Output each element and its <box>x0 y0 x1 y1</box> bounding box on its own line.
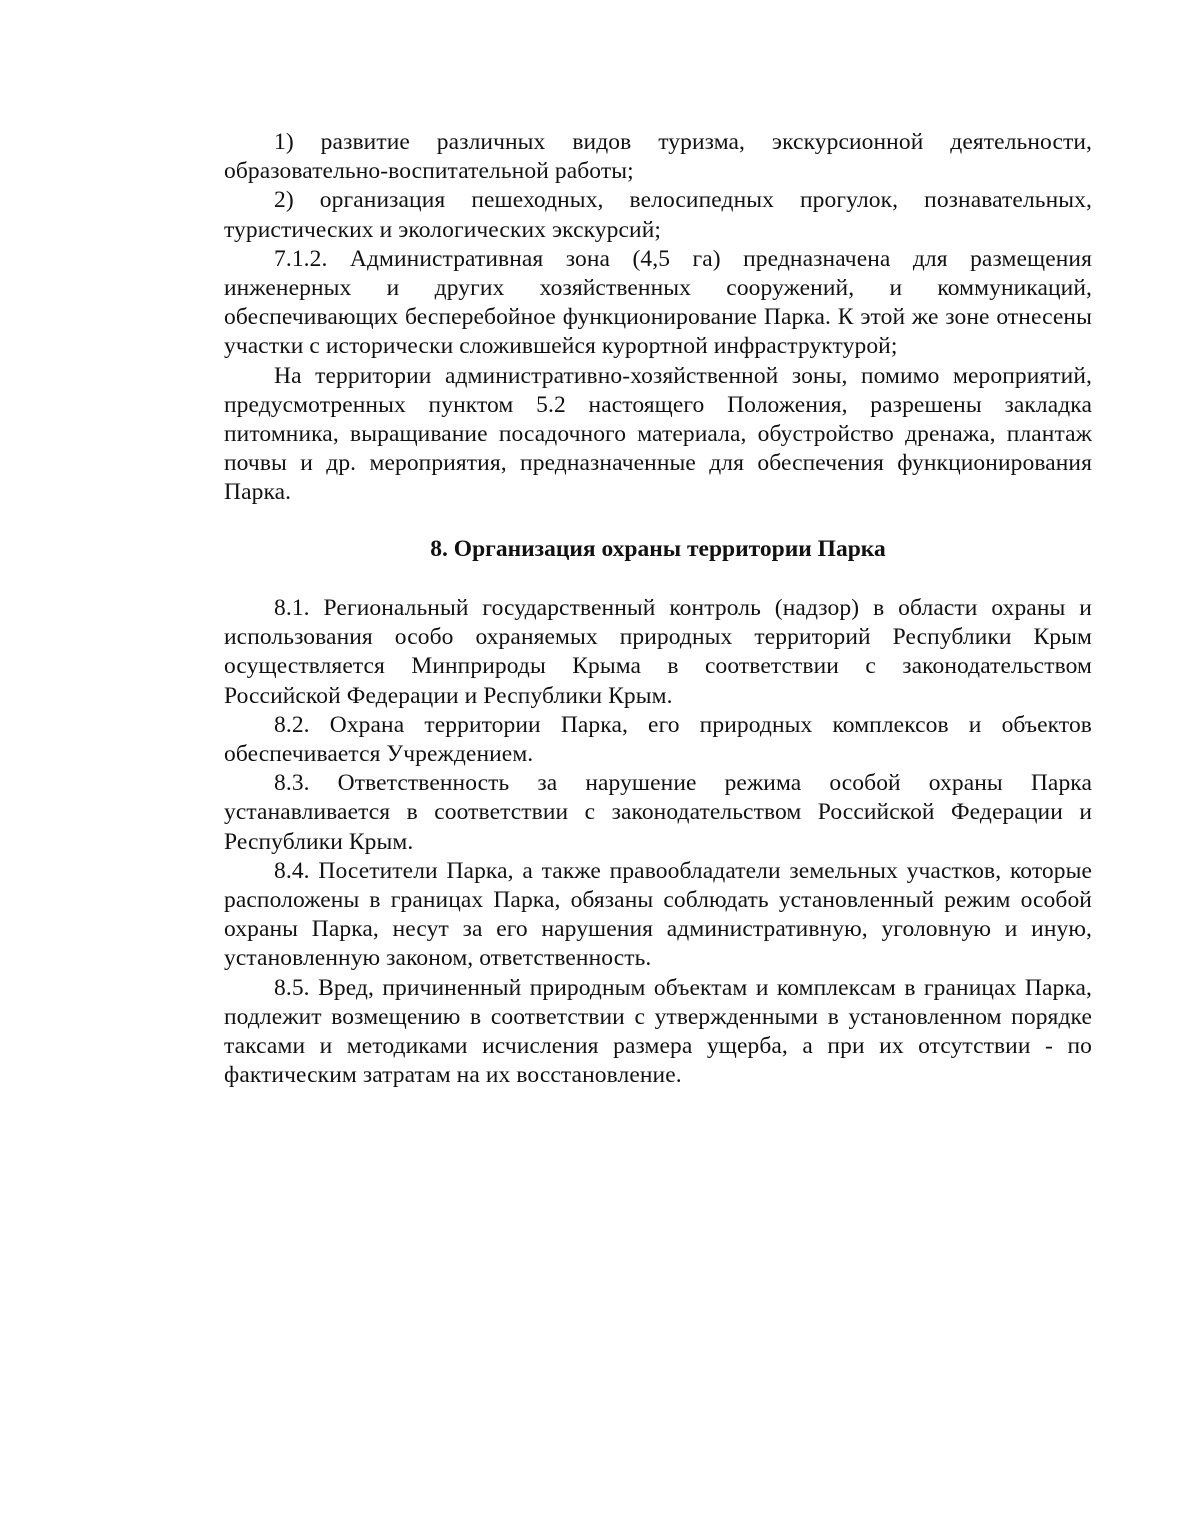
paragraph-8-1: 8.1. Региональный государственный контроль (надзор) в области охраны и использования особо охраняемых природных территорий Республики Крым осуществляется Минприроды Крыма в соответствии с законодательством Российской Федерации и Республики Крым. <box>224 595 1092 709</box>
paragraph-item-2: 2) организация пешеходных, велосипедных прогулок, познавательных, туристических и экологических экскурсий; <box>224 187 1092 243</box>
paragraph-8-4: 8.4. Посетители Парка, а также правообладатели земельных участков, которые расположены в границах Парка, обязаны соблюдать установленный режим особой охраны Парка, несут за его нарушения административную, уголовную и иную, установленную законом, ответственность. <box>224 857 1092 972</box>
section-heading: 8. Организация охраны территории Парка <box>430 536 886 562</box>
paragraph-8-5: 8.5. Вред, причиненный природным объектам и комплексам в границах Парка, подлежит возмещению в соответствии с утвержденными в установленном порядке таксами и методиками исчисления размера ущерба, а при их отсутствии - по фактическим затратам на их восстановление. <box>224 974 1092 1089</box>
paragraph-7-1-2: 7.1.2. Административная зона (4,5 га) предназначена для размещения инженерных и других хозяйственных сооружений, и коммуникаций, обеспечивающих бесперебойное функционирование Парка. К этой же зоне отнесены участки с исторически сложившейся курортной инфраструктурой; <box>224 245 1092 360</box>
section-text-block <box>224 594 1092 1090</box>
top-text-block <box>224 128 1092 508</box>
paragraph-8-2: 8.2. Охрана территории Парка, его природных комплексов и объектов обеспечивается Учреждением. <box>224 711 1092 768</box>
paragraph-admin-zone: На территории административно-хозяйственной зоны, помимо мероприятий, предусмотренных пунктом 5.2 настоящего Положения, разрешены закладка питомника, выращивание посадочного материала, обустройство дренажа, плантаж почвы и др. мероприятия, предназначенные для обеспечения функционирования Парка. <box>224 362 1092 506</box>
paragraph-item-1: 1) развитие различных видов туризма, экскурсионной деятельности, образовательно-воспитательной работы; <box>224 129 1092 185</box>
paragraph-8-3: 8.3. Ответственность за нарушение режима особой охраны Парка устанавливается в соответствии с законодательством Российской Федерации и Республики Крым. <box>224 770 1092 855</box>
